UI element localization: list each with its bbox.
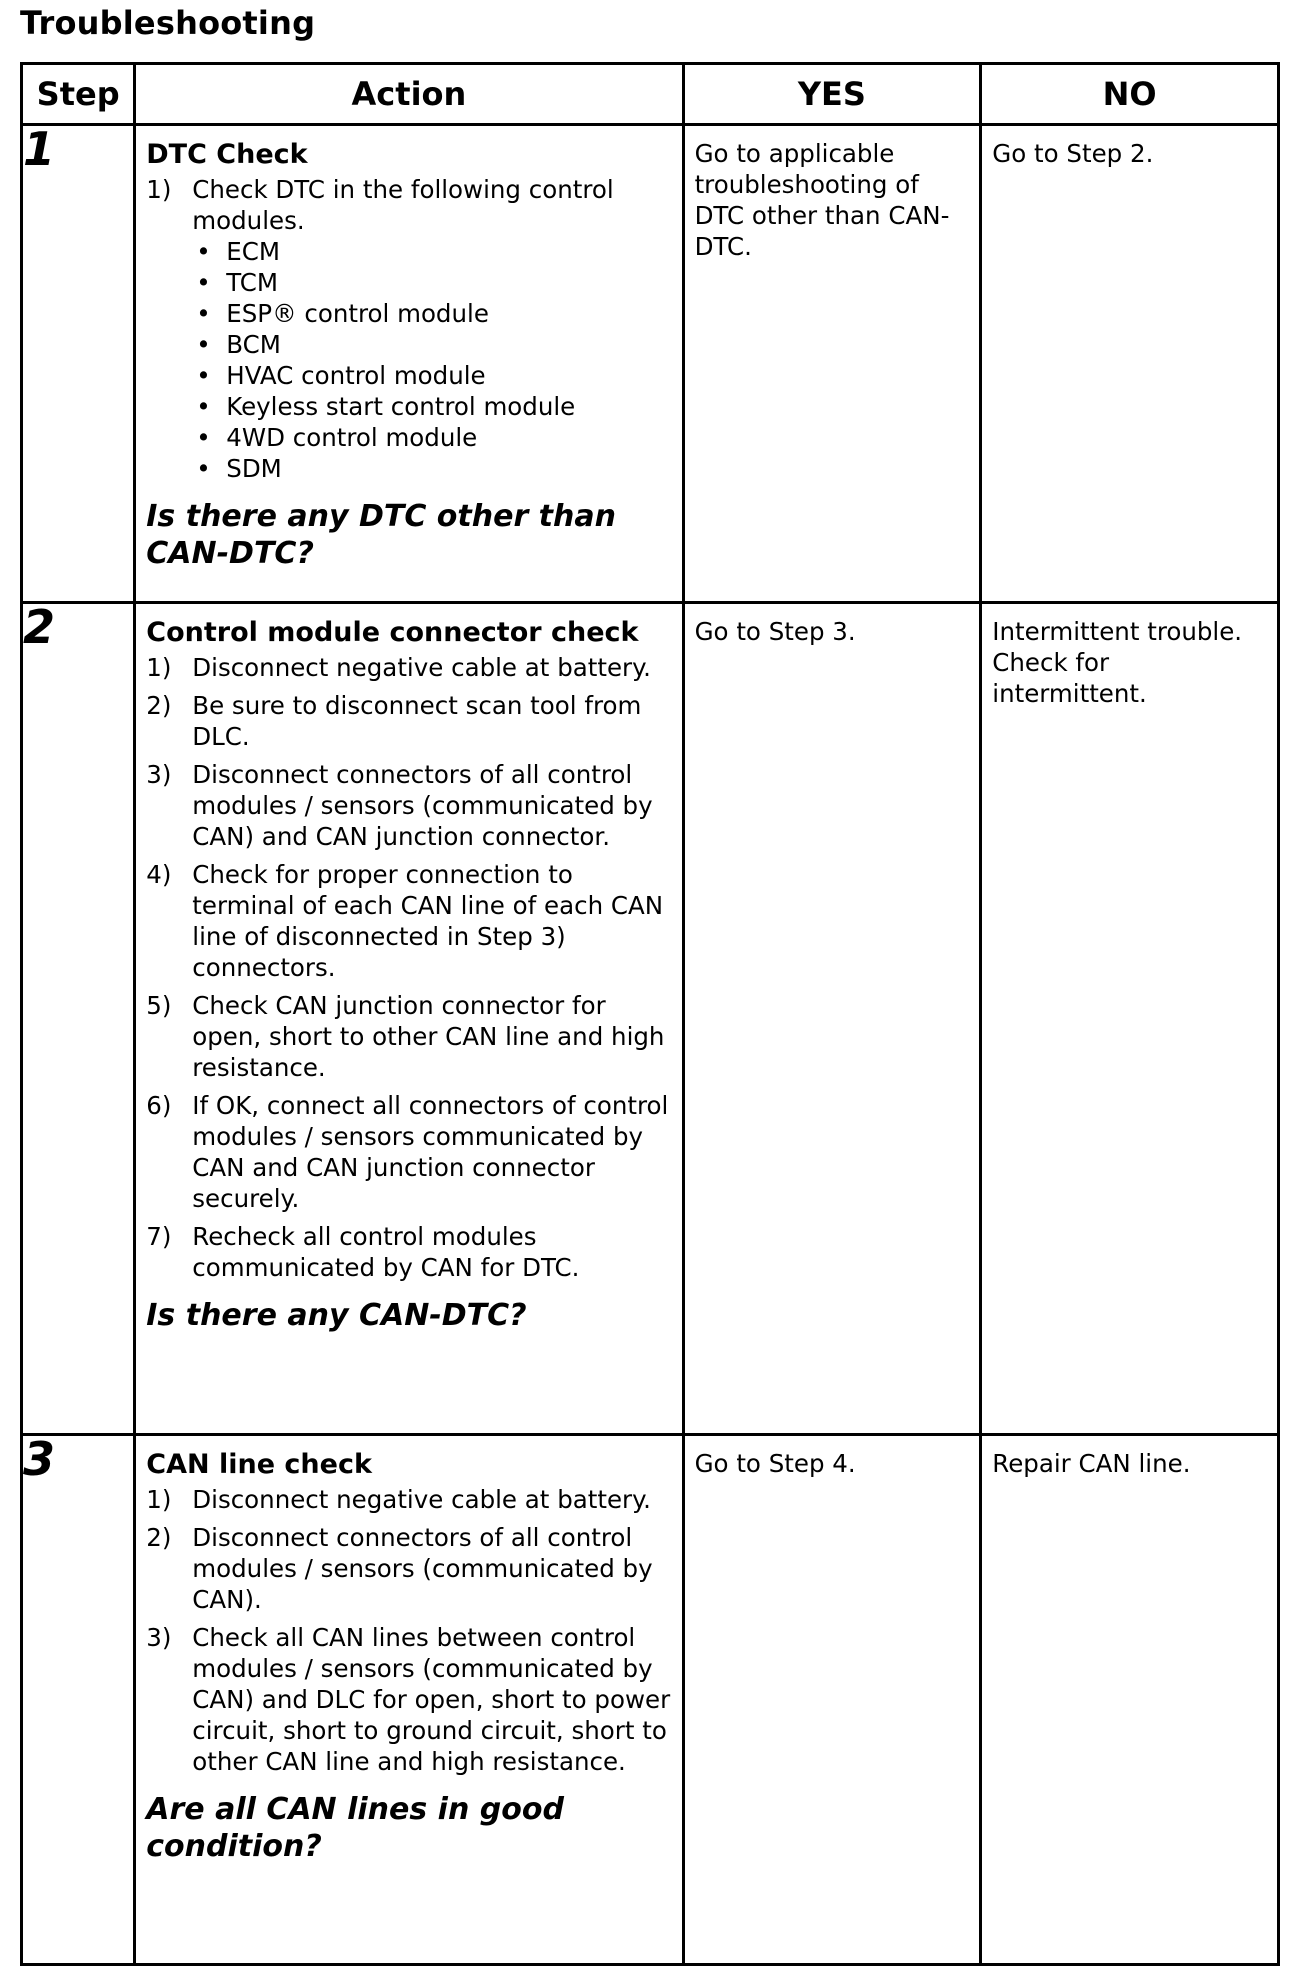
item-number: 5) — [146, 991, 172, 1020]
troubleshooting-table — [20, 62, 1280, 1966]
list-item: • HVAC control module — [192, 360, 671, 391]
item-text: Be sure to disconnect scan tool from DLC. — [192, 691, 642, 751]
table-row — [22, 125, 1279, 603]
list-item: • SDM — [192, 453, 671, 484]
item-text: Check all CAN lines between control modules / sensors (communicated by CAN) and DLC for open, short to power circuit, short to ground circuit, short to other CAN line and high resistance. — [192, 1623, 671, 1776]
item-text: Disconnect connectors of all control modules / sensors (communicated by CAN) and CAN junction connector. — [192, 760, 653, 851]
list-item — [146, 652, 671, 683]
item-number: 2) — [146, 1523, 172, 1552]
header-step: Step — [22, 64, 135, 125]
item-number: 1) — [146, 175, 172, 204]
list-item: • ESP® control module — [192, 298, 671, 329]
table-row — [22, 603, 1279, 1435]
action-title: Control module connector check — [146, 617, 639, 648]
action-steps — [146, 652, 671, 1283]
item-text: Check CAN junction connector for open, short to other CAN line and high resistance. — [192, 991, 665, 1082]
header-action: Action — [135, 64, 683, 125]
item-text: Disconnect connectors of all control modules / sensors (communicated by CAN). — [192, 1523, 653, 1614]
item-text: Recheck all control modules communicated by CAN for DTC. — [192, 1222, 580, 1282]
item-text: Disconnect negative cable at battery. — [192, 1485, 651, 1514]
table-header-row — [22, 64, 1279, 125]
item-text: Check for proper connection to terminal of each CAN line of each CAN line of disconnected in Step 3) connectors. — [192, 860, 664, 982]
list-item — [146, 990, 671, 1083]
no-cell — [981, 603, 1279, 1435]
list-item — [146, 174, 671, 484]
step-number: 2 — [22, 603, 135, 1435]
page-title: Troubleshooting — [20, 4, 316, 42]
list-item — [146, 1522, 671, 1615]
no-text: Intermittent trouble. Check for intermittent. — [992, 617, 1243, 708]
list-item — [146, 859, 671, 983]
module-list — [192, 236, 671, 484]
yes-text: Go to applicable troubleshooting of DTC other than CAN-DTC. — [694, 139, 950, 261]
question: Are all CAN lines in good condition? — [146, 1792, 564, 1864]
step-number: 1 — [22, 125, 135, 603]
header-no: NO — [981, 64, 1279, 125]
header-yes: YES — [683, 64, 981, 125]
table-row — [22, 1435, 1279, 1965]
list-item: • Keyless start control module — [192, 391, 671, 422]
item-text: Check DTC in the following control modules. — [192, 175, 614, 235]
action-title: CAN line check — [146, 1449, 372, 1480]
list-item — [146, 1622, 671, 1777]
list-item: • ECM — [192, 236, 671, 267]
item-number: 6) — [146, 1091, 172, 1120]
list-item — [146, 1221, 671, 1283]
list-item: • BCM — [192, 329, 671, 360]
item-number: 4) — [146, 860, 172, 889]
step-number: 3 — [22, 1435, 135, 1965]
no-text: Repair CAN line. — [992, 1449, 1191, 1478]
action-steps — [146, 174, 671, 484]
list-item — [146, 690, 671, 752]
action-cell — [135, 125, 683, 603]
no-cell — [981, 1435, 1279, 1965]
yes-cell — [683, 125, 981, 603]
question: Is there any CAN-DTC? — [146, 1298, 527, 1333]
yes-cell — [683, 1435, 981, 1965]
yes-cell — [683, 603, 981, 1435]
yes-text: Go to Step 4. — [694, 1449, 856, 1478]
item-text: Disconnect negative cable at battery. — [192, 653, 651, 682]
list-item — [146, 1484, 671, 1515]
list-item: • TCM — [192, 267, 671, 298]
item-number: 1) — [146, 653, 172, 682]
action-title: DTC Check — [146, 139, 308, 170]
item-number: 7) — [146, 1222, 172, 1251]
item-text: If OK, connect all connectors of control modules / sensors communicated by CAN and CAN junction connector securely. — [192, 1091, 669, 1213]
action-cell — [135, 1435, 683, 1965]
no-text: Go to Step 2. — [992, 139, 1154, 168]
yes-text: Go to Step 3. — [694, 617, 856, 646]
question: Is there any DTC other than CAN-DTC? — [146, 499, 616, 571]
no-cell — [981, 125, 1279, 603]
list-item — [146, 759, 671, 852]
item-number: 3) — [146, 1623, 172, 1652]
list-item — [146, 1090, 671, 1214]
item-number: 3) — [146, 760, 172, 789]
action-steps — [146, 1484, 671, 1777]
item-number: 2) — [146, 691, 172, 720]
list-item: • 4WD control module — [192, 422, 671, 453]
action-cell — [135, 603, 683, 1435]
item-number: 1) — [146, 1485, 172, 1514]
